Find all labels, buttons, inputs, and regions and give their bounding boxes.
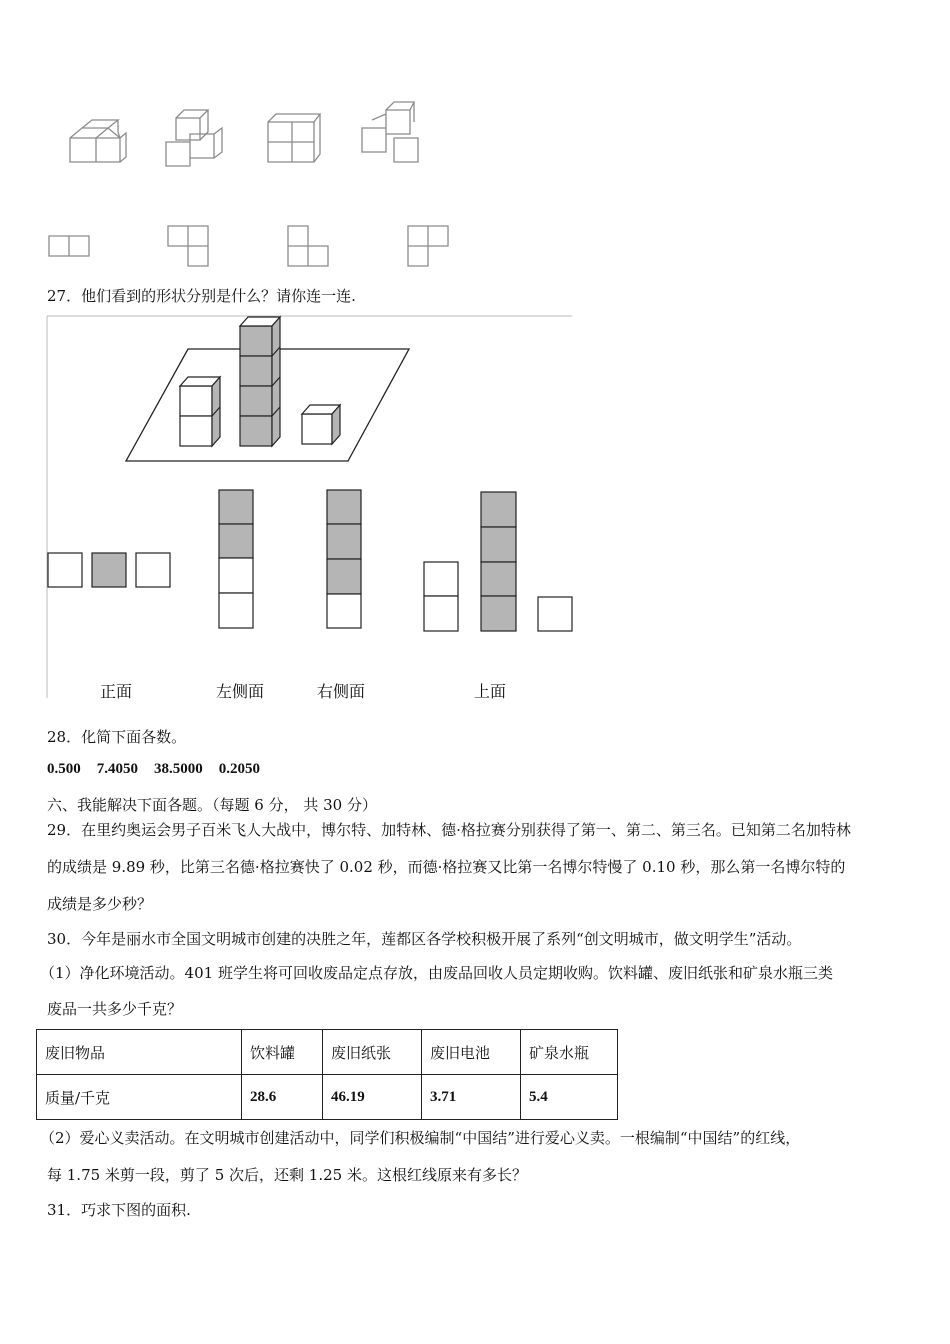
view-option-c	[327, 490, 361, 628]
q30-intro: 30．今年是丽水市全国文明城市创建的决胜之年，莲都区各学校积极开展了系列“创文明城市，做文明学生”活动。	[47, 930, 802, 948]
table-row	[37, 1075, 618, 1120]
table-cell: 28.6	[242, 1075, 323, 1120]
view-label-left: 左侧面	[216, 682, 265, 701]
q29-line3: 成绩是多少秒？	[47, 895, 153, 913]
table-cell: 质量/千克	[37, 1075, 242, 1120]
q31-text: 31．巧求下图的面积.	[47, 1201, 191, 1219]
number-1: 0.500	[47, 761, 81, 777]
cube-stack-left	[180, 377, 220, 446]
q30-part2-line2: 每 1.75 米剪一段，剪了 5 次后，还剩 1.25 米。这根红线原来有多长？	[47, 1166, 527, 1184]
q30-part1-line2: 废品一共多少千克？	[47, 1000, 183, 1018]
q30-part1-line1: （1）净化环境活动。401 班学生将可回收废品定点存放，由废品回收人员定期收购。饮料罐、废旧纸张和矿泉水瓶三类	[40, 964, 833, 982]
table-cell: 废旧纸张	[323, 1030, 422, 1075]
table-cell: 5.4	[521, 1075, 618, 1120]
table-cell: 废旧电池	[422, 1030, 521, 1075]
view-option-a	[48, 553, 170, 587]
cube-stack-middle	[240, 317, 280, 446]
table-cell: 3.71	[422, 1075, 521, 1120]
number-2: 7.4050	[96, 761, 138, 777]
q29-line2: 的成绩是 9.89 秒，比第三名德·格拉赛快了 0.02 秒，而德·格拉赛又比第一名博尔特慢了 0.10 秒，那么第一名博尔特的	[47, 858, 846, 876]
section6-heading: 六、我能解决下面各题。（每题 6 分， 共 30 分）	[47, 796, 377, 814]
view-option-d	[424, 492, 572, 631]
view-label-front: 正面	[100, 682, 133, 701]
q30-part2-line1: （2）爱心义卖活动。在文明城市创建活动中，同学们积极编制“中国结”进行爱心义卖。一根编制“中国结”的红线，	[40, 1129, 801, 1147]
table-cell: 46.19	[323, 1075, 422, 1120]
q27-text: 27．他们看到的形状分别是什么？请你连一连.	[47, 287, 356, 305]
table-cell: 矿泉水瓶	[521, 1030, 618, 1075]
cube-stack-right	[302, 405, 340, 444]
number-4: 0.2050	[218, 761, 260, 777]
view-option-b	[219, 490, 253, 628]
table-cell: 废旧物品	[37, 1030, 242, 1075]
view-label-top: 上面	[474, 682, 507, 701]
table-cell: 饮料罐	[242, 1030, 323, 1075]
view-label-right: 右侧面	[317, 682, 366, 701]
q28-text: 28．化简下面各数。	[47, 728, 187, 746]
waste-table	[36, 1029, 618, 1120]
q28-numbers	[47, 761, 276, 778]
q29-line1: 29．在里约奥运会男子百米飞人大战中，博尔特、加特林、德·格拉赛分别获得了第一、第二、第三名。已知第二名加特林	[47, 821, 851, 839]
table-header-row	[37, 1030, 618, 1075]
number-3: 38.5000	[154, 761, 203, 777]
